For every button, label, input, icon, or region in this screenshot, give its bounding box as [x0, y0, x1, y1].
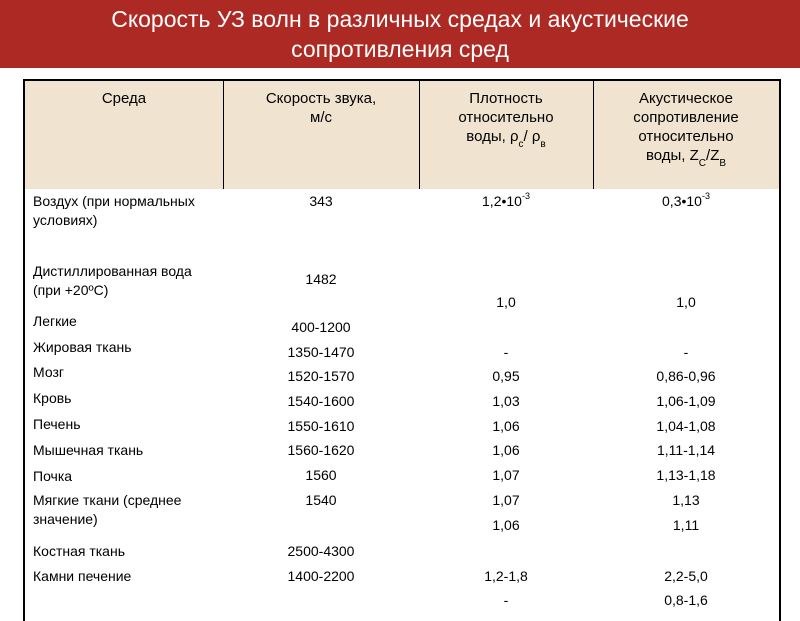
impedance-cell: 2,2-5,0	[664, 568, 708, 584]
impedance-cell: $0,3•10^{-3}$	[662, 191, 710, 209]
density-cell: 1,06	[492, 517, 520, 533]
speed-cell: 1540-1600	[287, 393, 355, 409]
slide-title	[0, 0, 800, 68]
speed-cell: 1400-2200	[287, 568, 355, 584]
speed-cell: 400-1200	[291, 319, 351, 335]
medium-cell: Костная ткань	[33, 543, 125, 559]
density-cell: -	[503, 592, 509, 608]
header-density-line1: Плотность	[469, 90, 543, 107]
density-cell: 0,95	[492, 368, 520, 384]
medium-cell: Камни печение	[33, 568, 132, 584]
table-header	[25, 81, 779, 190]
impedance-cell: 0,86-0,96	[656, 368, 716, 384]
impedance-cell: 1,13-1,18	[656, 467, 716, 483]
speed-table	[23, 79, 781, 621]
header-medium-label: Среда	[101, 90, 147, 107]
impedance-cell: -	[683, 344, 689, 360]
speed-cell: 343	[309, 193, 333, 209]
speed-cell: 1560	[305, 467, 337, 483]
header-density-line2: относительно	[458, 109, 554, 126]
header-impedance-line4: воды, $Z_C/Z_B$	[645, 147, 727, 169]
speed-cell: 1550-1610	[287, 418, 355, 434]
medium-cell: Легкие	[33, 313, 77, 329]
medium-cell: Жировая ткань	[33, 339, 132, 355]
density-cell: 1,07	[492, 492, 520, 508]
speed-cell: 1520-1570	[287, 368, 355, 384]
header-density	[419, 81, 593, 189]
density-cell: 1,06	[492, 418, 520, 434]
impedance-cell: 1,13	[672, 492, 700, 508]
medium-cell: Почка	[33, 468, 73, 484]
density-cell: 1,03	[492, 393, 520, 409]
header-speed-line2: м/с	[310, 109, 332, 126]
title-line-2: сопротивления сред	[291, 36, 509, 62]
impedance-cell: 1,0	[676, 294, 696, 310]
speed-cell: 1560-1620	[287, 442, 355, 458]
header-impedance-line3: относительно	[638, 128, 734, 145]
speed-cell: 1350-1470	[287, 344, 355, 360]
header-speed-line1: Скорость звука,	[265, 90, 377, 107]
density-cell: 1,06	[492, 442, 520, 458]
impedance-cell: 0,8-1,6	[664, 592, 708, 608]
header-impedance-line2: сопротивление	[633, 109, 739, 126]
medium-cell: Дистиллированная вода (при +20ºС)	[33, 263, 192, 298]
medium-cell: Воздух (при нормальных условиях)	[33, 193, 195, 228]
impedance-cell: 1,06-1,09	[656, 393, 716, 409]
medium-cell: Печень	[33, 416, 81, 432]
impedance-cell: 1,04-1,08	[656, 418, 716, 434]
density-cell: 1,0	[496, 294, 516, 310]
impedance-cell: 1,11	[672, 517, 700, 533]
density-cell: 1,2-1,8	[484, 568, 528, 584]
speed-cell: 1540	[305, 492, 337, 508]
impedance-cell: 1,11-1,14	[656, 442, 716, 458]
speed-cell: 1482	[305, 271, 337, 287]
medium-cell: Кровь	[33, 390, 72, 406]
header-speed	[223, 81, 419, 189]
title-line-1: Скорость УЗ волн в различных средах и акустические	[111, 6, 689, 32]
density-cell: -	[503, 344, 509, 360]
header-impedance	[593, 81, 779, 189]
table-body	[25, 189, 779, 621]
medium-cell: Мышечная ткань	[33, 442, 144, 458]
medium-cell: Мягкие ткани (среднее значение)	[33, 492, 182, 527]
header-density-line3: воды, $\rho_c/$ $\rho_в$	[466, 128, 546, 150]
speed-cell: 2500-4300	[287, 543, 355, 559]
header-impedance-line1: Акустическое	[639, 90, 733, 107]
density-cell: $1,2•10^{-3}$	[482, 191, 530, 209]
medium-cell: Мозг	[33, 364, 64, 380]
density-cell: 1,07	[492, 467, 520, 483]
header-medium	[25, 81, 223, 189]
